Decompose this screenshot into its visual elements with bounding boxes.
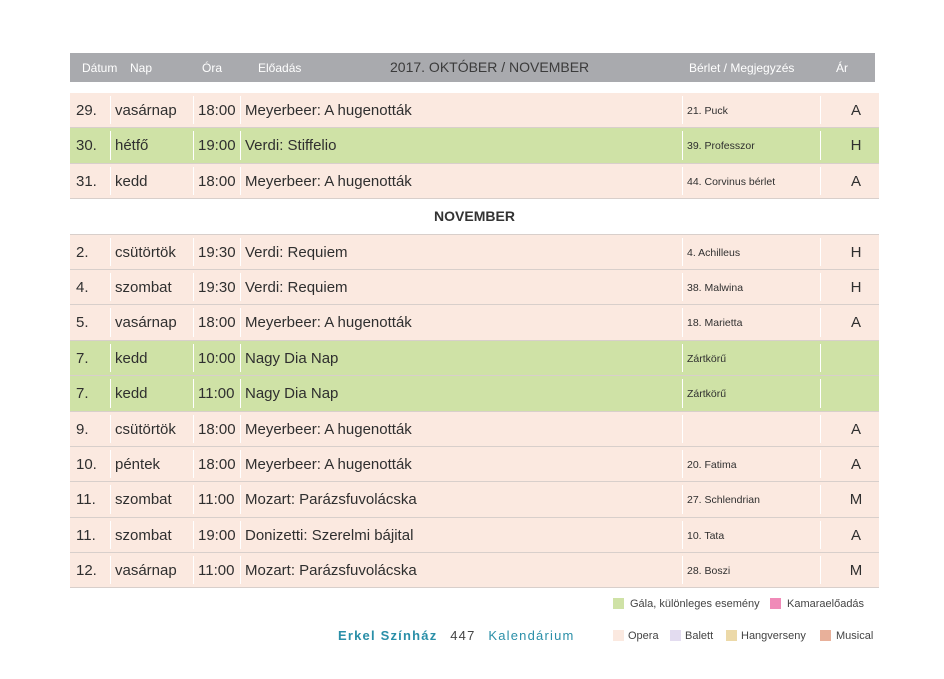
day-cell: péntek: [115, 455, 161, 473]
price-cell: A: [850, 526, 861, 544]
column-separator: [193, 485, 194, 513]
column-separator: [820, 167, 821, 195]
date-cell: 11.: [76, 491, 96, 509]
column-separator: [682, 238, 683, 266]
column-separator: [682, 379, 683, 407]
column-separator: [193, 521, 194, 549]
table-row: [70, 270, 879, 305]
title-cell: Meyerbeer: A hugenották: [245, 102, 412, 119]
column-separator: [682, 556, 683, 584]
time-cell: 18:00: [198, 455, 236, 473]
kamara-swatch: [770, 598, 781, 609]
column-separator: [820, 308, 821, 336]
title-cell: Nagy Dia Nap: [245, 349, 339, 367]
price-cell: M: [849, 491, 863, 509]
price-cell: H: [850, 243, 862, 261]
balett-swatch: [670, 630, 681, 641]
legend-gala: Gála, különleges esemény: [630, 598, 760, 610]
table-row: [70, 93, 879, 128]
date-cell: 31.: [76, 172, 97, 190]
column-separator: [682, 96, 683, 124]
column-separator: [110, 131, 111, 159]
musical-swatch: [820, 630, 831, 641]
column-separator: [110, 415, 111, 443]
date-cell: 29.: [76, 102, 97, 119]
legend-opera: Opera: [628, 630, 659, 642]
legend-hangverseny: Hangverseny: [741, 630, 806, 642]
title-cell: Donizetti: Szerelmi bájital: [245, 526, 414, 544]
column-separator: [240, 96, 241, 124]
column-separator: [110, 344, 111, 372]
column-separator: [110, 379, 111, 407]
column-separator: [820, 556, 821, 584]
date-cell: 11.: [76, 526, 96, 544]
date-cell: 7.: [76, 385, 89, 403]
title-cell: Mozart: Parázsfuvolácska: [245, 562, 417, 580]
day-cell: szombat: [115, 278, 172, 296]
column-separator: [193, 167, 194, 195]
price-cell: H: [850, 137, 862, 155]
column-separator: [682, 344, 683, 372]
header-show: Előadás: [258, 61, 302, 75]
time-cell: 11:00: [198, 562, 235, 580]
price-cell: A: [850, 455, 861, 473]
time-cell: 18:00: [198, 314, 236, 332]
date-cell: 5.: [76, 314, 89, 332]
column-separator: [240, 308, 241, 336]
price-cell: H: [850, 278, 862, 296]
title-cell: Meyerbeer: A hugenották: [245, 455, 412, 473]
opera-swatch: [613, 630, 624, 641]
month-divider: [70, 199, 879, 234]
day-cell: vasárnap: [115, 562, 177, 580]
day-cell: szombat: [115, 491, 172, 509]
column-separator: [110, 238, 111, 266]
price-cell: M: [849, 562, 863, 580]
table-row: [70, 128, 879, 163]
title-cell: Meyerbeer: A hugenották: [245, 314, 412, 332]
table-row: [70, 553, 879, 588]
column-separator: [682, 415, 683, 443]
note-cell: 44. Corvinus bérlet: [687, 175, 776, 188]
legend-musical: Musical: [836, 630, 874, 642]
column-separator: [240, 379, 241, 407]
table-row: [70, 412, 879, 447]
time-cell: 19:30: [198, 278, 236, 296]
column-separator: [110, 273, 111, 301]
day-cell: hétfő: [115, 137, 149, 155]
note-cell: 10. Tata: [687, 529, 725, 542]
price-cell: A: [850, 420, 861, 438]
time-cell: 19:00: [198, 137, 236, 155]
table-row: [70, 235, 879, 270]
column-separator: [820, 131, 821, 159]
column-separator: [820, 273, 821, 301]
note-cell: 38. Malwina: [687, 281, 744, 294]
day-cell: kedd: [115, 349, 148, 367]
note-cell: 39. Professzor: [687, 140, 755, 153]
header-day: Nap: [130, 61, 153, 75]
column-separator: [193, 238, 194, 266]
column-separator: [240, 415, 241, 443]
footer-name: Erkel Színház: [338, 628, 438, 643]
date-cell: 30.: [76, 137, 97, 155]
column-separator: [193, 344, 194, 372]
page-title: 2017. OKTÓBER / NOVEMBER: [390, 59, 590, 75]
column-separator: [240, 131, 241, 159]
note-cell: 21. Puck: [687, 105, 728, 117]
time-cell: 10:00: [198, 349, 236, 367]
column-separator: [820, 415, 821, 443]
gala-swatch: [613, 598, 624, 609]
date-cell: 9.: [76, 420, 89, 438]
column-separator: [682, 450, 683, 478]
note-cell: 4. Achilleus: [687, 246, 741, 259]
column-separator: [110, 521, 111, 549]
time-cell: 18:00: [198, 172, 236, 190]
price-cell: A: [850, 102, 861, 119]
note-cell: 20. Fatima: [687, 458, 737, 471]
day-cell: szombat: [115, 526, 172, 544]
time-cell: 11:00: [198, 385, 235, 403]
time-cell: 18:00: [198, 420, 236, 438]
column-separator: [110, 308, 111, 336]
column-separator: [682, 485, 683, 513]
note-cell: 28. Boszi: [687, 565, 731, 578]
legend-kamara: Kamaraelőadás: [787, 598, 865, 610]
header-date: Dátum: [82, 61, 118, 75]
table-row: [70, 164, 879, 199]
day-cell: csütörtök: [115, 420, 176, 438]
column-separator: [240, 521, 241, 549]
price-cell: A: [850, 172, 861, 190]
table-row: [70, 482, 879, 517]
column-separator: [240, 485, 241, 513]
column-separator: [682, 273, 683, 301]
column-separator: [682, 521, 683, 549]
time-cell: 18:00: [198, 102, 236, 119]
title-cell: Nagy Dia Nap: [245, 385, 339, 403]
date-cell: 4.: [76, 278, 89, 296]
day-cell: vasárnap: [115, 102, 177, 119]
column-separator: [193, 379, 194, 407]
table-header: [70, 53, 875, 82]
column-separator: [820, 96, 821, 124]
date-cell: 7.: [76, 349, 89, 367]
footer: [338, 628, 575, 643]
title-cell: Verdi: Requiem: [245, 243, 348, 261]
column-separator: [193, 131, 194, 159]
column-separator: [240, 273, 241, 301]
table-row: [70, 341, 879, 376]
column-separator: [820, 485, 821, 513]
legend-balett: Balett: [685, 630, 714, 642]
column-separator: [193, 556, 194, 584]
title-cell: Mozart: Parázsfuvolácska: [245, 491, 417, 509]
column-separator: [110, 96, 111, 124]
column-separator: [820, 379, 821, 407]
day-cell: kedd: [115, 385, 148, 403]
column-separator: [240, 238, 241, 266]
column-separator: [682, 167, 683, 195]
day-cell: kedd: [115, 172, 148, 190]
note-cell: Zártkörű: [687, 352, 727, 365]
header-note: Bérlet / Megjegyzés: [689, 61, 795, 75]
table-row: [70, 518, 879, 553]
table-row: [70, 376, 879, 411]
date-cell: 10.: [76, 455, 97, 473]
column-separator: [820, 450, 821, 478]
header-time: Óra: [202, 61, 223, 75]
column-separator: [193, 450, 194, 478]
column-separator: [193, 308, 194, 336]
title-cell: Meyerbeer: A hugenották: [245, 172, 412, 190]
page-number: 447: [450, 628, 476, 643]
time-cell: 19:30: [198, 243, 236, 261]
date-cell: 12.: [76, 562, 97, 580]
title-cell: Meyerbeer: A hugenották: [245, 420, 412, 438]
time-cell: 19:00: [198, 526, 236, 544]
note-cell: 18. Marietta: [687, 317, 743, 330]
column-separator: [240, 556, 241, 584]
title-cell: Verdi: Requiem: [245, 278, 348, 296]
table-row: [70, 447, 879, 482]
table-row: [70, 305, 879, 340]
price-cell: A: [850, 314, 861, 332]
column-separator: [820, 344, 821, 372]
schedule-table: [70, 93, 879, 588]
hangverseny-swatch: [726, 630, 737, 641]
column-separator: [240, 344, 241, 372]
date-cell: 2.: [76, 243, 89, 261]
note-cell: 27. Schlendrian: [687, 494, 760, 507]
column-separator: [110, 485, 111, 513]
column-separator: [820, 238, 821, 266]
day-cell: csütörtök: [115, 243, 176, 261]
day-cell: vasárnap: [115, 314, 177, 332]
time-cell: 11:00: [198, 491, 235, 509]
column-separator: [110, 450, 111, 478]
footer-section: Kalendárium: [488, 628, 575, 643]
month-title: NOVEMBER: [434, 208, 515, 225]
title-cell: Verdi: Stiffelio: [245, 137, 337, 155]
column-separator: [110, 167, 111, 195]
column-separator: [820, 521, 821, 549]
column-separator: [682, 308, 683, 336]
note-cell: Zártkörű: [687, 388, 727, 401]
column-separator: [193, 96, 194, 124]
column-separator: [682, 131, 683, 159]
header-price: Ár: [836, 61, 848, 75]
column-separator: [240, 167, 241, 195]
column-separator: [240, 450, 241, 478]
column-separator: [193, 415, 194, 443]
column-separator: [193, 273, 194, 301]
column-separator: [110, 556, 111, 584]
